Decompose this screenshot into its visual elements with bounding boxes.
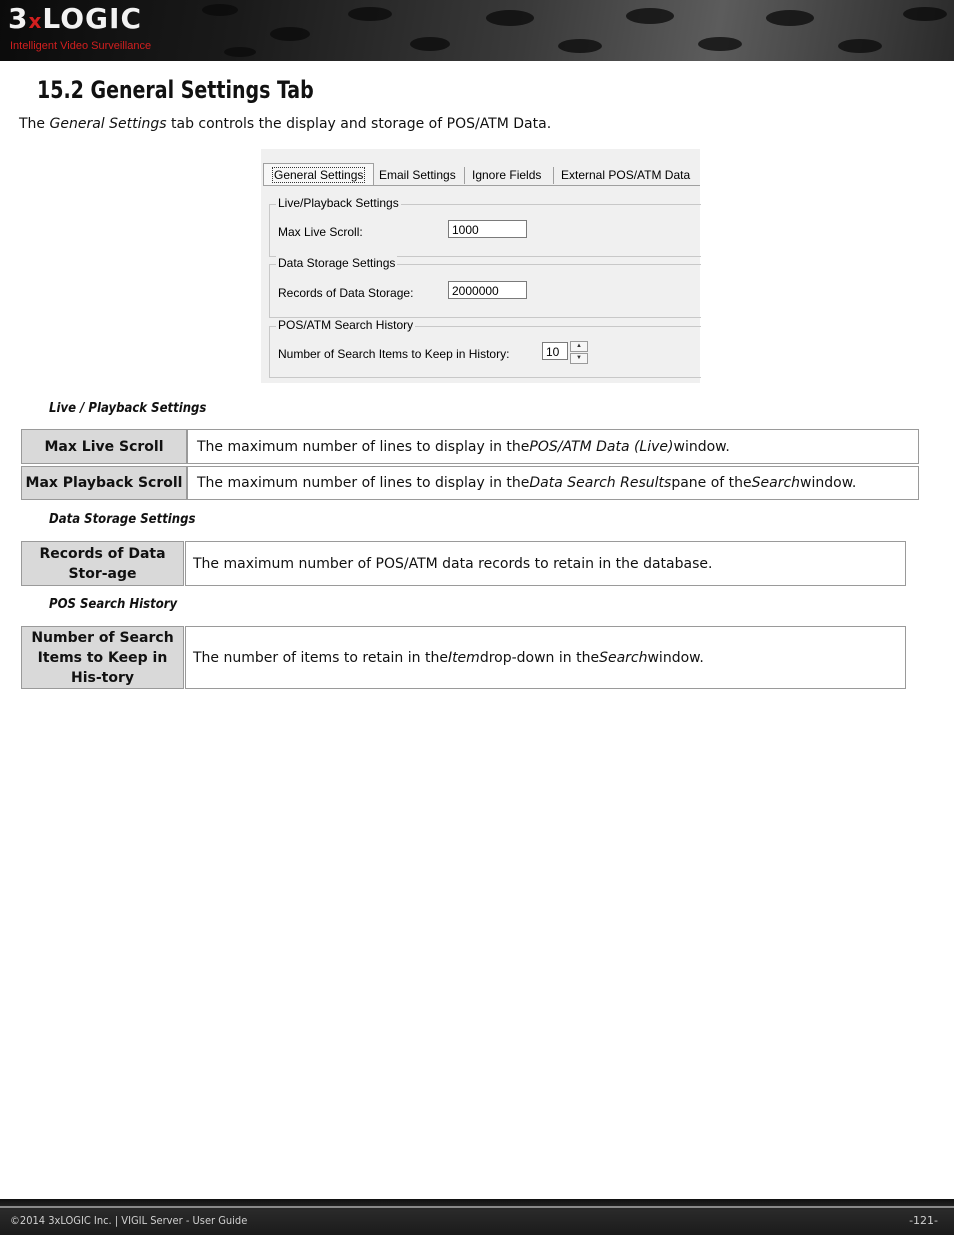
live-playback-group: Live/Playback Settings Max Live Scroll: 1000: [269, 204, 701, 257]
stepper-down-icon[interactable]: ▼: [570, 353, 588, 364]
search-items-history-label: Number of Search Items to Keep in History:: [278, 347, 510, 361]
general-settings-dialog: [261, 149, 700, 383]
tab-general-settings[interactable]: General Settings: [263, 163, 374, 185]
settings-tabs: [263, 163, 700, 186]
max-playback-scroll-description: The maximum number of lines to display in the Data Search Results pane of the Search window.: [187, 466, 919, 500]
tab-external-pos-atm-data[interactable]: External POS/ATM Data: [561, 168, 691, 182]
max-live-scroll-description: The maximum number of lines to display in the POS/ATM Data (Live) window.: [187, 429, 919, 464]
search-items-history-input[interactable]: 10: [542, 342, 568, 360]
page-title: 15.2 General Settings Tab: [37, 76, 314, 104]
records-of-data-storage-input[interactable]: 2000000: [448, 281, 527, 299]
search-items-history-term: Number of Search Items to Keep in His-tory: [21, 626, 184, 689]
search-items-stepper[interactable]: [570, 341, 588, 365]
data-storage-group: Data Storage Settings Records of Data Storage: 2000000: [269, 264, 701, 318]
perforated-metal-texture: [180, 0, 954, 61]
max-live-scroll-input[interactable]: 1000: [448, 220, 527, 238]
stepper-up-icon[interactable]: ▲: [570, 341, 588, 352]
pos-atm-search-history-group: POS/ATM Search History Number of Search Items to Keep in History: 10 ▲ ▼: [269, 326, 701, 378]
live-playback-heading: Live / Playback Settings: [49, 401, 207, 416]
data-storage-heading: Data Storage Settings: [49, 512, 196, 527]
max-playback-scroll-term: Max Playback Scroll: [21, 466, 187, 500]
footer-copyright: ©2014 3xLOGIC Inc. | VIGIL Server - User Guide: [10, 1214, 248, 1227]
page-footer: [0, 1199, 954, 1235]
company-logo: 3xLOGIC Intelligent Video Surveillance: [8, 2, 152, 52]
tab-email-settings[interactable]: Email Settings: [379, 168, 456, 182]
intro-paragraph: The General Settings tab controls the display and storage of POS/ATM Data.: [19, 116, 552, 132]
pos-search-history-heading: POS Search History: [49, 597, 178, 612]
tab-ignore-fields[interactable]: Ignore Fields: [472, 168, 542, 182]
max-live-scroll-label: Max Live Scroll:: [278, 225, 363, 239]
records-of-data-storage-term: Records of Data Stor-age: [21, 541, 184, 586]
header-banner: [0, 0, 954, 61]
page-number: -121-: [909, 1214, 938, 1227]
search-items-history-description: The number of items to retain in the Item drop-down in the Search window.: [185, 626, 906, 689]
records-of-data-storage-label: Records of Data Storage:: [278, 286, 414, 300]
records-of-data-storage-description: The maximum number of POS/ATM data records to retain in the database.: [185, 541, 906, 586]
max-live-scroll-term: Max Live Scroll: [21, 429, 187, 464]
